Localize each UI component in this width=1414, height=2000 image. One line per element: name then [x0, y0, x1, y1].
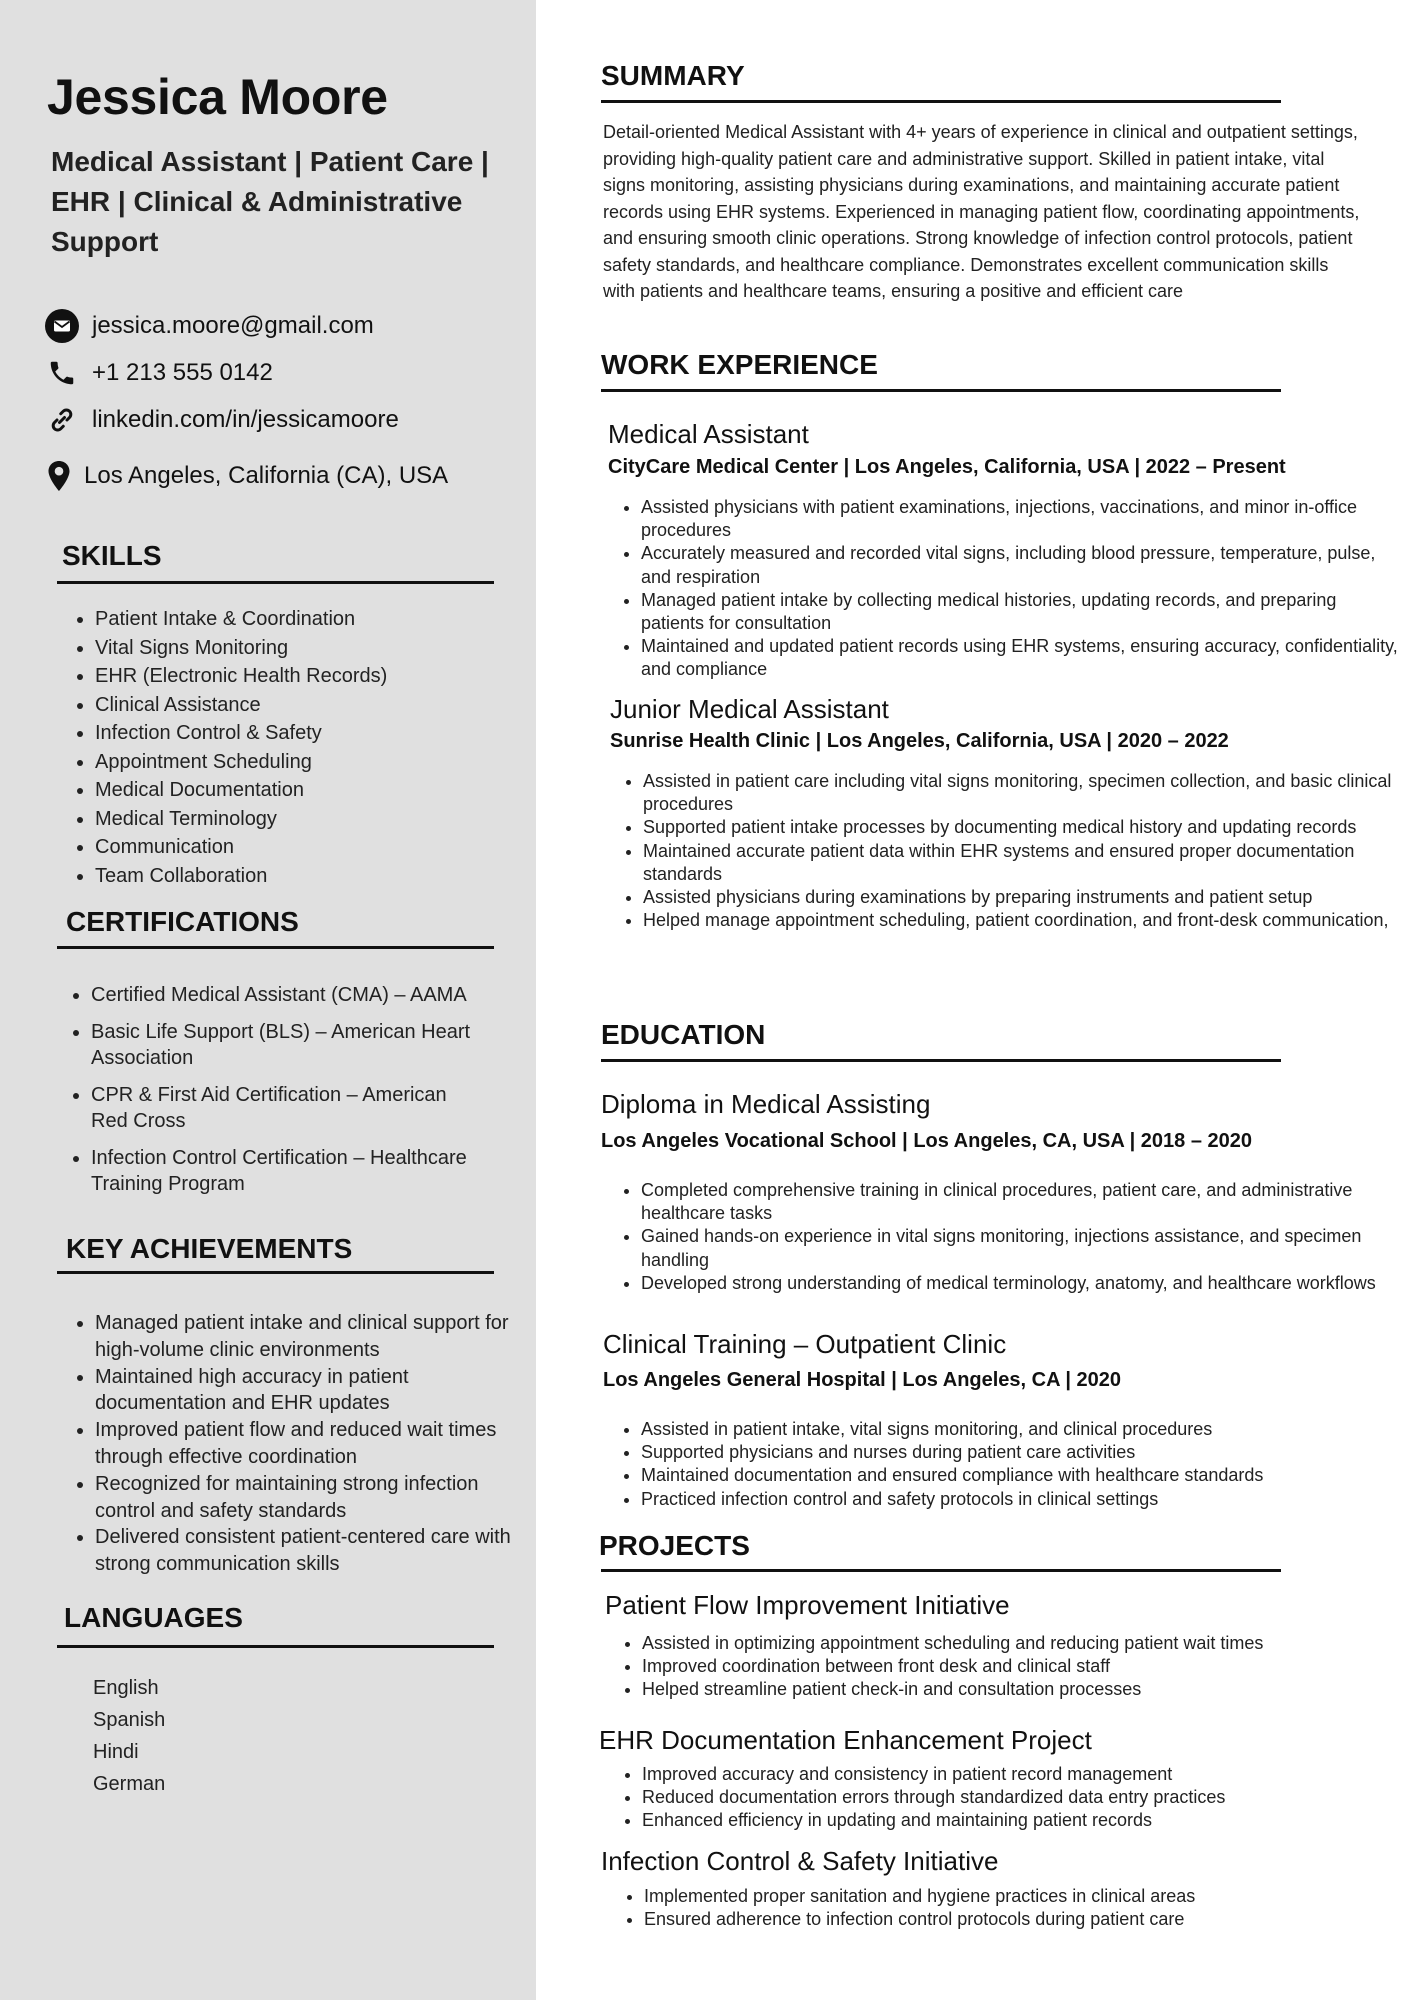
candidate-name: Jessica Moore — [47, 69, 388, 125]
list-item: • Helped manage appointment scheduling, patient coordination, and front-desk communication, — [643, 909, 1413, 932]
job-bullets — [605, 770, 1413, 932]
list-item: • Gained hands-on experience in vital signs monitoring, injections assistance, and specimen handling — [641, 1225, 1401, 1271]
location-pin-icon — [44, 458, 74, 494]
achievements-divider — [57, 1271, 494, 1274]
list-item: • Medical Documentation — [95, 776, 387, 805]
main-content — [536, 0, 1414, 2000]
list-item: • Improved coordination between front desk and clinical staff — [642, 1655, 1414, 1678]
project-bullets — [604, 1632, 1414, 1702]
education-bullets — [603, 1418, 1414, 1511]
list-item: • Appointment Scheduling — [95, 748, 387, 777]
list-item: • Managed patient intake by collecting medical histories, updating records, and preparing patients for consultation — [641, 589, 1401, 635]
achievements-heading: KEY ACHIEVEMENTS — [66, 1233, 353, 1264]
list-item: • Maintained high accuracy in patient documentation and EHR updates — [95, 1364, 535, 1418]
list-item: • Completed comprehensive training in clinical procedures, patient care, and administrative healthcare tasks — [641, 1179, 1401, 1225]
list-item: • Assisted physicians during examinations by preparing instruments and patient setup — [643, 886, 1413, 909]
list-item: German — [93, 1773, 166, 1795]
list-item: • Ensured adherence to infection control protocols during patient care — [644, 1908, 1414, 1931]
project-title: EHR Documentation Enhancement Project — [599, 1725, 1092, 1755]
list-item: • Practiced infection control and safety protocols in clinical settings — [641, 1488, 1414, 1511]
project-title: Infection Control & Safety Initiative — [601, 1846, 999, 1876]
list-item: • Maintained documentation and ensured compliance with healthcare standards — [641, 1464, 1414, 1487]
education-title: Diploma in Medical Assisting — [601, 1089, 931, 1119]
contact-email[interactable] — [44, 308, 374, 344]
project-bullets — [604, 1763, 1414, 1833]
contact-location — [44, 458, 448, 494]
linkedin-text[interactable]: linkedin.com/in/jessicamoore — [92, 406, 399, 433]
list-item: English — [93, 1677, 159, 1699]
projects-heading: PROJECTS — [599, 1530, 750, 1561]
list-item: • Supported patient intake processes by documenting medical history and updating records — [643, 816, 1413, 839]
job-title: Junior Medical Assistant — [610, 694, 889, 724]
list-item: • Assisted physicians with patient examinations, injections, vaccinations, and minor in-office procedures — [641, 496, 1401, 542]
job-meta: CityCare Medical Center | Los Angeles, California, USA | 2022 – Present — [608, 456, 1286, 478]
list-item: • Assisted in patient care including vital signs monitoring, specimen collection, and basic clinical procedures — [643, 770, 1413, 816]
list-item: • Patient Intake & Coordination — [95, 605, 387, 634]
education-divider — [601, 1059, 1281, 1062]
list-item: • Helped streamline patient check-in and consultation processes — [642, 1678, 1414, 1701]
list-item: • Certified Medical Assistant (CMA) – AAMA — [91, 982, 481, 1008]
list-item: • Maintained and updated patient records using EHR systems, ensuring accuracy, confidentiality, and compliance — [641, 635, 1401, 681]
contact-phone[interactable] — [44, 355, 273, 391]
summary-heading: SUMMARY — [601, 60, 745, 91]
email-text[interactable]: jessica.moore@gmail.com — [92, 312, 374, 339]
list-item: • Developed strong understanding of medical terminology, anatomy, and healthcare workflows — [641, 1272, 1401, 1295]
certifications-heading: CERTIFICATIONS — [66, 906, 299, 937]
list-item: • Infection Control & Safety — [95, 719, 387, 748]
languages-divider — [57, 1645, 494, 1648]
list-item: • Delivered consistent patient-centered care with strong communication skills — [95, 1524, 535, 1578]
education-title: Clinical Training – Outpatient Clinic — [603, 1329, 1007, 1359]
list-item: • Implemented proper sanitation and hygiene practices in clinical areas — [644, 1885, 1414, 1908]
job-title: Medical Assistant — [608, 419, 809, 449]
list-item: • Basic Life Support (BLS) – American Heart Association — [91, 1019, 481, 1071]
link-icon — [44, 402, 80, 438]
certifications-divider — [57, 946, 494, 949]
list-item: • Medical Terminology — [95, 805, 387, 834]
list-item: • Maintained accurate patient data within EHR systems and ensured proper documentation standards — [643, 840, 1413, 886]
list-item: Hindi — [93, 1741, 139, 1763]
list-item: • CPR & First Aid Certification – American Red Cross — [91, 1082, 481, 1134]
education-meta: Los Angeles Vocational School | Los Angeles, CA, USA | 2018 – 2020 — [601, 1130, 1253, 1152]
summary-text: Detail-oriented Medical Assistant with 4+ years of experience in clinical and outpatient settings, providing high-quality patient care and administrative support. Skilled in patient intake, vital signs monitoring, assisting physicians during examinations, and maintaining accurate patient records using EHR systems. Experienced in managing patient flow, coordinating appointments, and ensuring smooth clinic operations. Strong knowledge of infection control protocols, patient safety standards, and healthcare compliance. Demonstrates excellent communication skills with patients and healthcare teams, ensuring a positive and efficient care — [603, 122, 1360, 301]
list-item: • Assisted in patient intake, vital signs monitoring, and clinical procedures — [641, 1418, 1414, 1441]
project-title: Patient Flow Improvement Initiative — [605, 1590, 1010, 1620]
list-item: • EHR (Electronic Health Records) — [95, 662, 387, 691]
education-heading: EDUCATION — [601, 1019, 766, 1050]
list-item: • Improved patient flow and reduced wait times through effective coordination — [95, 1417, 535, 1471]
list-item: • Recognized for maintaining strong infection control and safety standards — [95, 1471, 535, 1525]
list-item: • Managed patient intake and clinical support for high-volume clinic environments — [95, 1310, 535, 1364]
list-item: • Enhanced efficiency in updating and maintaining patient records — [642, 1809, 1414, 1832]
achievements-list — [57, 1310, 535, 1578]
list-item: • Clinical Assistance — [95, 691, 387, 720]
languages-heading: LANGUAGES — [64, 1602, 243, 1633]
skills-divider — [57, 581, 494, 584]
list-item: • Infection Control Certification – Healthcare Training Program — [91, 1145, 481, 1197]
summary-divider — [601, 100, 1281, 103]
certifications-list — [53, 982, 481, 1208]
contact-linkedin[interactable] — [44, 402, 399, 438]
location-text: Los Angeles, California (CA), USA — [84, 462, 449, 489]
email-icon — [44, 308, 80, 344]
list-item: • Accurately measured and recorded vital signs, including blood pressure, temperature, pulse, and respiration — [641, 542, 1401, 588]
education-bullets — [603, 1179, 1401, 1295]
project-bullets — [606, 1885, 1414, 1931]
list-item: • Reduced documentation errors through standardized data entry practices — [642, 1786, 1414, 1809]
list-item: • Assisted in optimizing appointment scheduling and reducing patient wait times — [642, 1632, 1414, 1655]
education-meta: Los Angeles General Hospital | Los Angeles, CA | 2020 — [603, 1369, 1122, 1391]
job-meta: Sunrise Health Clinic | Los Angeles, California, USA | 2020 – 2022 — [610, 730, 1229, 752]
list-item: • Supported physicians and nurses during patient care activities — [641, 1441, 1414, 1464]
list-item: • Team Collaboration — [95, 862, 387, 891]
skills-heading: SKILLS — [62, 540, 162, 571]
sidebar — [0, 0, 536, 2000]
list-item: • Communication — [95, 833, 387, 862]
headline: Medical Assistant | Patient Care | EHR | Clinical & Administrative Support — [51, 146, 489, 257]
experience-heading: WORK EXPERIENCE — [601, 349, 878, 380]
list-item: Spanish — [93, 1709, 166, 1731]
skills-list — [57, 605, 387, 890]
list-item: • Improved accuracy and consistency in patient record management — [642, 1763, 1414, 1786]
projects-divider — [601, 1569, 1281, 1572]
phone-icon — [44, 355, 80, 391]
list-item: • Vital Signs Monitoring — [95, 634, 387, 663]
phone-text[interactable]: +1 213 555 0142 — [92, 359, 273, 386]
job-bullets — [603, 496, 1401, 682]
experience-divider — [601, 389, 1281, 392]
languages-list — [93, 1672, 165, 1800]
